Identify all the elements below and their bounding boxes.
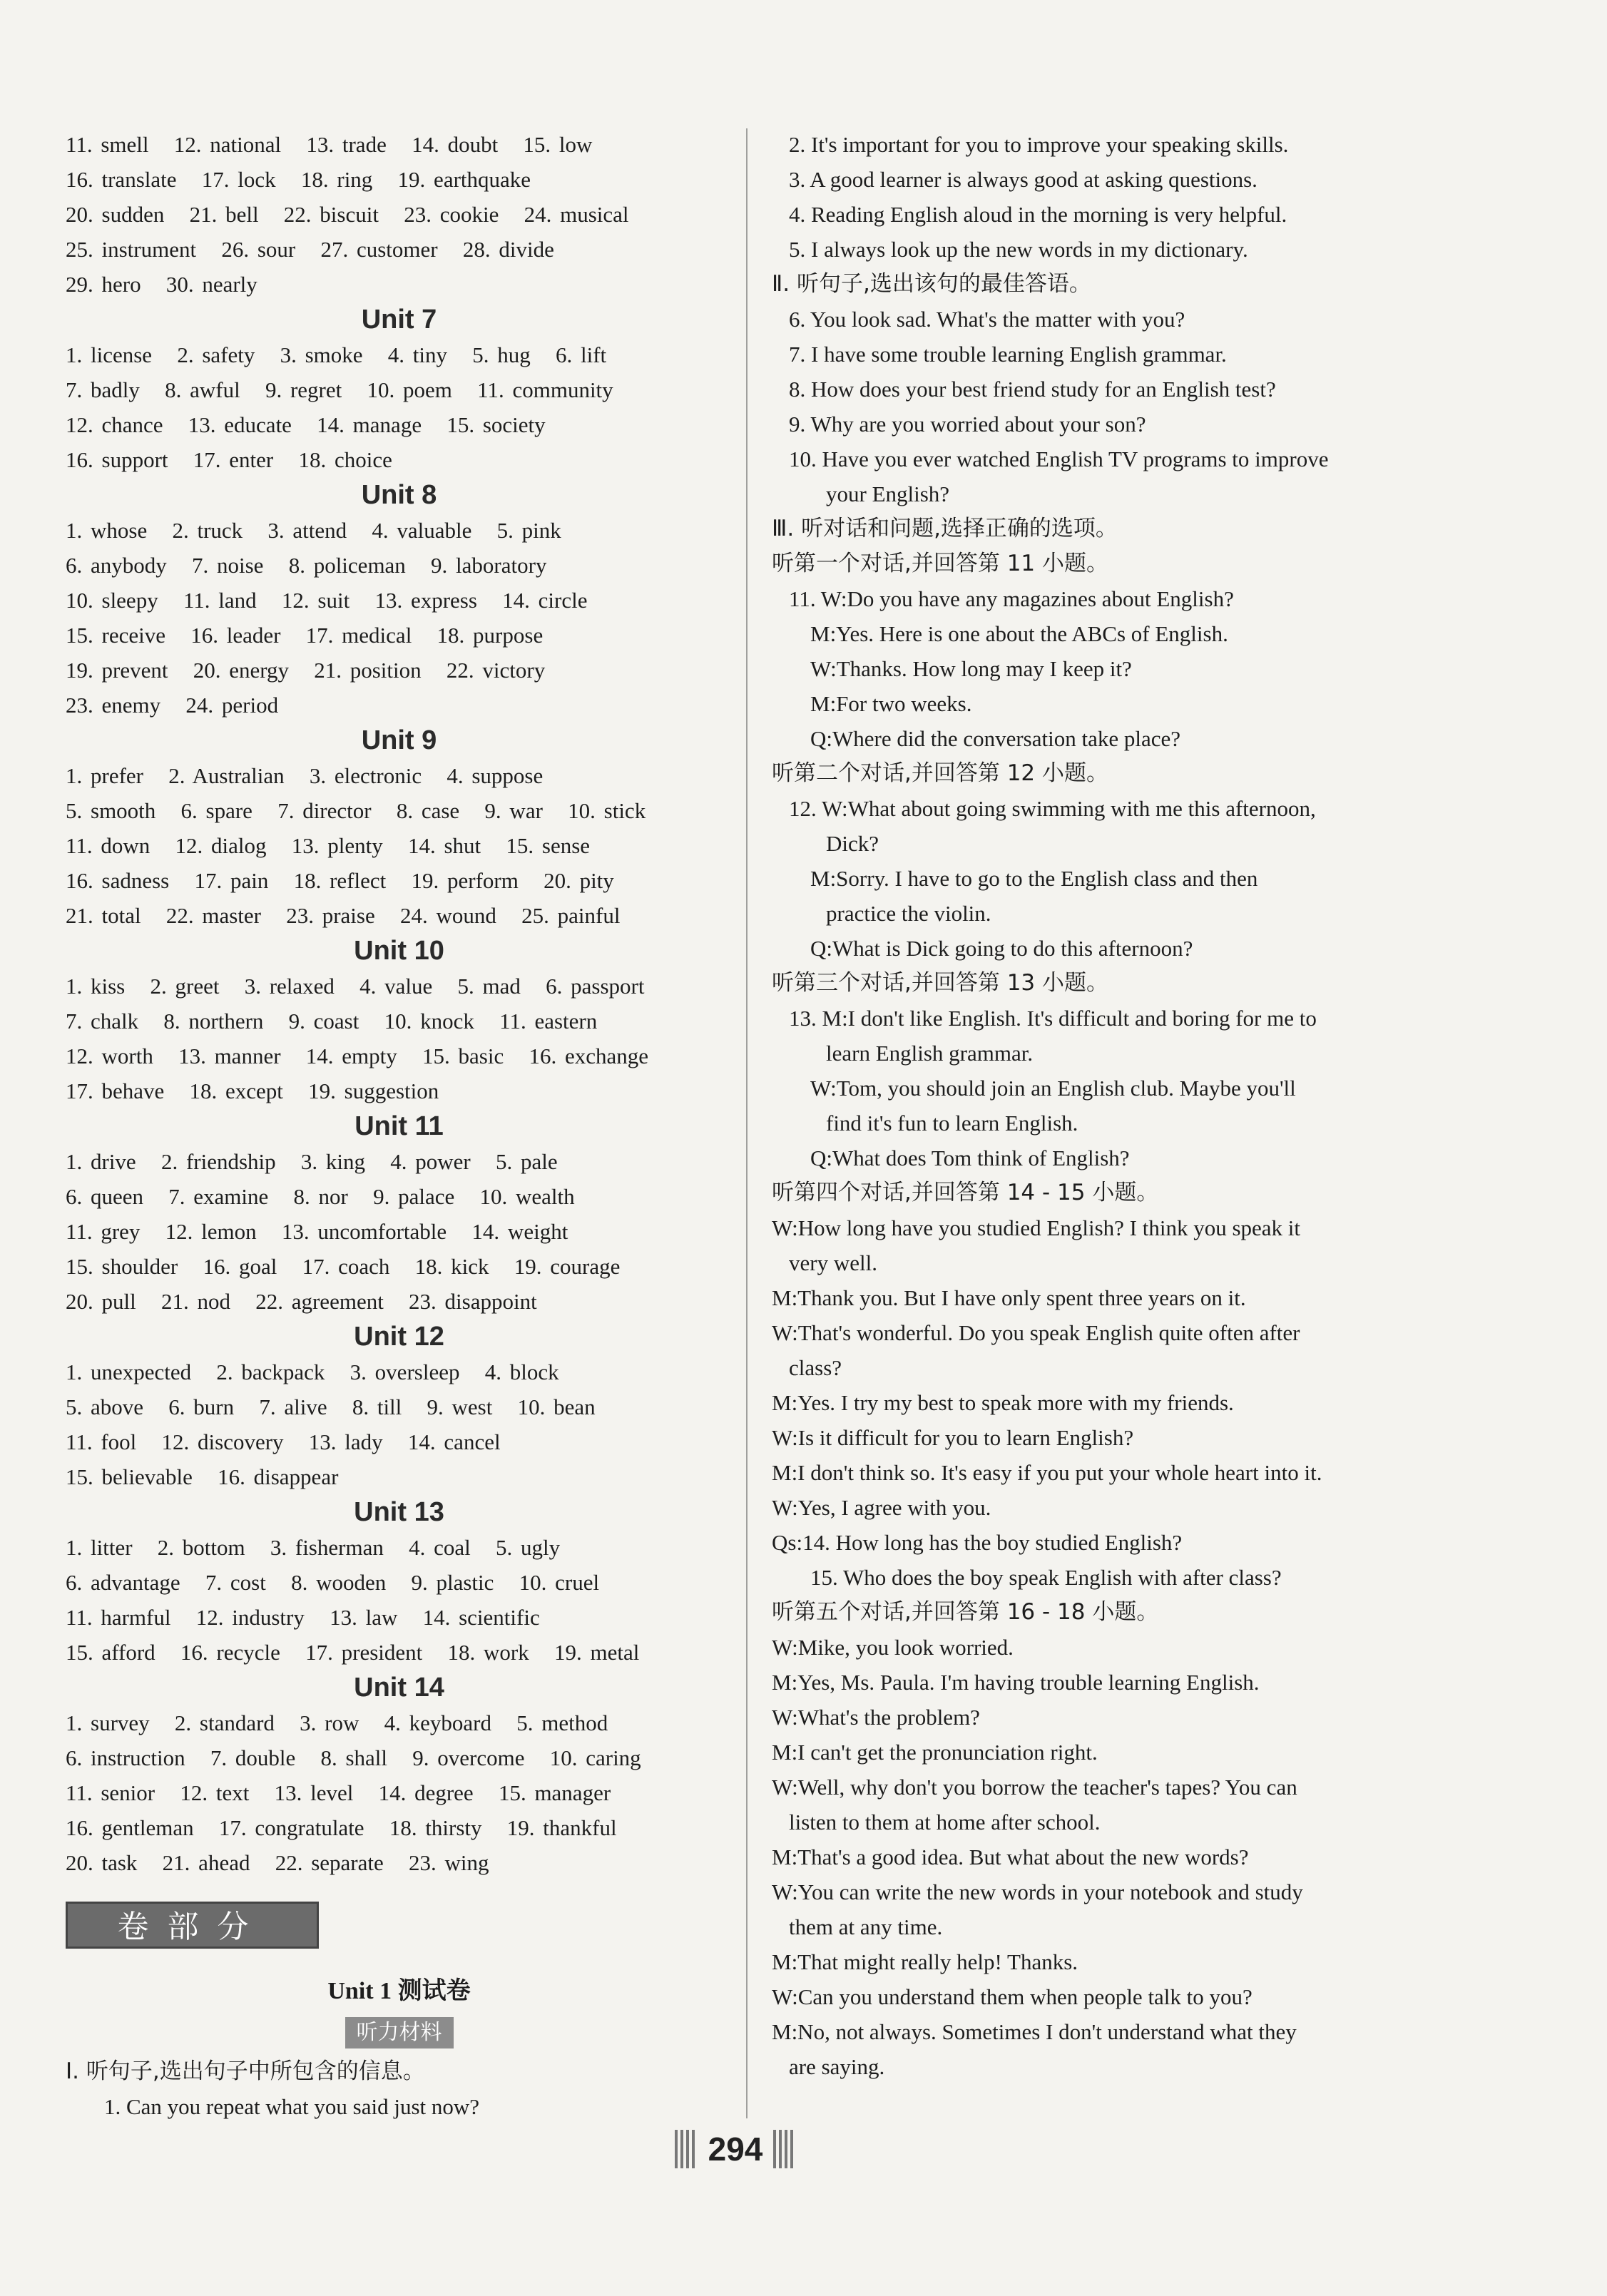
word-list-row: 1. whose 2. truck 3. attend 4. valuable 5. pink — [66, 518, 561, 543]
transcript-line: M:I don't think so. It's easy if you put your whole heart into it. — [772, 1460, 1322, 1485]
word-list-row: 16. support 17. enter 18. choice — [66, 447, 392, 472]
word-list-row: 11. fool 12. discovery 13. lady 14. cancel — [66, 1429, 501, 1454]
word-list-row: 20. pull 21. nod 22. agreement 23. disappoint — [66, 1289, 537, 1314]
word-list-row: 7. badly 8. awful 9. regret 10. poem 11. community — [66, 377, 613, 402]
transcript-line: very well. — [789, 1250, 877, 1275]
page-number-right-bar — [773, 2130, 796, 2168]
transcript-line: W:That's wonderful. Do you speak English quite often after — [772, 1320, 1300, 1345]
word-list-row: 11. down 12. dialog 13. plenty 14. shut 15. sense — [66, 833, 591, 858]
section-instruction: 听第三个对话,并回答第 13 小题。 — [772, 970, 1109, 996]
left-column — [66, 127, 733, 2124]
transcript-line: 6. You look sad. What's the matter with you? — [789, 307, 1185, 332]
transcript-line: 8. How does your best friend study for an English test? — [789, 377, 1276, 402]
transcript-line: 5. I always look up the new words in my dictionary. — [789, 237, 1248, 262]
word-list-row: 11. smell 12. national 13. trade 14. doubt 15. low — [66, 132, 593, 157]
word-list-row: 23. enemy 24. period — [66, 693, 279, 718]
word-list-row: 11. harmful 12. industry 13. law 14. scientific — [66, 1605, 540, 1630]
test-title: Unit 1 测试卷 — [327, 1978, 471, 2004]
transcript-line: M:Yes, Ms. Paula. I'm having trouble learning English. — [772, 1670, 1260, 1695]
word-list-row: 29. hero 30. nearly — [66, 272, 257, 297]
word-list-row: 16. translate 17. lock 18. ring 19. earthquake — [66, 167, 531, 192]
transcript-line: M:For two weeks. — [810, 691, 972, 716]
word-list-row: 25. instrument 26. sour 27. customer 28. divide — [66, 237, 554, 262]
word-list-row: 1. survey 2. standard 3. row 4. keyboard 5. method — [66, 1710, 608, 1735]
column-divider — [746, 128, 748, 2118]
right-column — [772, 127, 1442, 2084]
word-list-row: 1. prefer 2. Australian 3. electronic 4. suppose — [66, 763, 544, 788]
section-instruction: 听第二个对话,并回答第 12 小题。 — [772, 760, 1109, 786]
unit-heading: Unit 8 — [361, 480, 437, 510]
page-number-block — [675, 2124, 796, 2174]
transcript-line: your English? — [826, 481, 950, 506]
transcript-line: W:Yes, I agree with you. — [772, 1495, 991, 1520]
transcript-line: 13. M:I don't like English. It's difficult and boring for me to — [789, 1006, 1317, 1031]
word-list-row: 12. worth 13. manner 14. empty 15. basic 16. exchange — [66, 1044, 648, 1068]
transcript-line: W:How long have you studied English? I think you speak it — [772, 1215, 1301, 1240]
word-list-row: 6. advantage 7. cost 8. wooden 9. plastic 10. cruel — [66, 1570, 600, 1595]
transcript-line: Qs:14. How long has the boy studied English? — [772, 1530, 1183, 1555]
word-list-row: 11. senior 12. text 13. level 14. degree 15. manager — [66, 1780, 611, 1805]
transcript-line: M:Thank you. But I have only spent three years on it. — [772, 1285, 1246, 1310]
transcript-line: W:Thanks. How long may I keep it? — [810, 656, 1132, 681]
transcript-line: M:That's a good idea. But what about the new words? — [772, 1845, 1249, 1869]
word-list-row: 20. task 21. ahead 22. separate 23. wing — [66, 1850, 489, 1875]
unit-sections — [66, 302, 733, 1880]
transcript-line: M:Yes. Here is one about the ABCs of English. — [810, 621, 1228, 646]
transcript-line: Dick? — [826, 831, 879, 856]
word-list-row: 15. believable 16. disappear — [66, 1464, 339, 1489]
part1-heading: Ⅰ. 听句子,选出句子中所包含的信息。 — [66, 2058, 425, 2084]
word-list-row: 15. afford 16. recycle 17. president 18. work 19. metal — [66, 1640, 640, 1665]
transcript-line: them at any time. — [789, 1914, 943, 1939]
transcript-line: W:Mike, you look worried. — [772, 1635, 1014, 1660]
unit-section — [66, 1108, 733, 1319]
unit-section — [66, 302, 733, 477]
transcript-line: 11. W:Do you have any magazines about English? — [789, 586, 1234, 611]
word-list-row: 7. chalk 8. northern 9. coast 10. knock 11. eastern — [66, 1009, 598, 1034]
section-instruction: 听第四个对话,并回答第 14 - 15 小题。 — [772, 1180, 1159, 1205]
unit-heading: Unit 14 — [354, 1673, 444, 1703]
word-list-row: 20. sudden 21. bell 22. biscuit 23. cookie 24. musical — [66, 202, 629, 227]
transcript-line: Q:Where did the conversation take place? — [810, 726, 1181, 751]
word-list-row: 15. shoulder 16. goal 17. coach 18. kick 19. courage — [66, 1254, 621, 1279]
transcript-line: M:Yes. I try my best to speak more with my friends. — [772, 1390, 1234, 1415]
section-banner: 卷部分 — [66, 1902, 319, 1949]
section-instruction: 听第一个对话,并回答第 11 小题。 — [772, 551, 1109, 576]
transcript-line: M:That might really help! Thanks. — [772, 1949, 1078, 1974]
unit-heading: Unit 10 — [354, 936, 444, 966]
transcript-line: are saying. — [789, 2054, 885, 2079]
listening-tag-wrap — [66, 2017, 733, 2054]
section-instruction: 听第五个对话,并回答第 16 - 18 小题。 — [772, 1599, 1159, 1625]
unit-section — [66, 1494, 733, 1670]
transcript-line: 3. A good learner is always good at asking questions. — [789, 167, 1257, 192]
word-list-row: 1. litter 2. bottom 3. fisherman 4. coal 5. ugly — [66, 1535, 561, 1560]
page-number-left-bar — [675, 2130, 698, 2168]
word-list-row: 1. drive 2. friendship 3. king 4. power 5. pale — [66, 1149, 558, 1174]
unit-section — [66, 723, 733, 933]
word-list-row: 15. receive 16. leader 17. medical 18. purpose — [66, 623, 544, 648]
transcript-line: W:Can you understand them when people talk to you? — [772, 1984, 1253, 2009]
unit-heading: Unit 7 — [361, 305, 437, 335]
word-list-row: 6. anybody 7. noise 8. policeman 9. laboratory — [66, 553, 547, 578]
word-list-row: 6. instruction 7. double 8. shall 9. overcome 10. caring — [66, 1745, 641, 1770]
transcript-line: W:Is it difficult for you to learn English? — [772, 1425, 1134, 1450]
section-instruction: Ⅱ. 听句子,选出该句的最佳答语。 — [772, 271, 1091, 297]
transcript-line: 9. Why are you worried about your son? — [789, 412, 1146, 437]
word-list-row: 1. kiss 2. greet 3. relaxed 4. value 5. mad 6. passport — [66, 974, 645, 999]
word-list-row: 16. sadness 17. pain 18. reflect 19. perform 20. pity — [66, 868, 614, 893]
transcript-line: Q:What is Dick going to do this afternoon? — [810, 936, 1193, 961]
word-list-row: 12. chance 13. educate 14. manage 15. society — [66, 412, 546, 437]
transcript-line: W:What's the problem? — [772, 1705, 980, 1730]
listening-tag: 听力材料 — [345, 2017, 454, 2048]
transcript-line: practice the violin. — [826, 901, 991, 926]
transcript-line: W:You can write the new words in your notebook and study — [772, 1879, 1303, 1904]
top-word-list — [66, 127, 733, 302]
word-list-row: 10. sleepy 11. land 12. suit 13. express 14. circle — [66, 588, 588, 613]
unit-section — [66, 477, 733, 723]
transcript-line: class? — [789, 1355, 842, 1380]
transcript-line: W:Tom, you should join an English club. Maybe you'll — [810, 1076, 1296, 1101]
page-number: 294 — [704, 2124, 767, 2174]
transcript-line: M:Sorry. I have to go to the English class and then — [810, 866, 1258, 891]
part1-item-1: 1. Can you repeat what you said just now? — [104, 2094, 480, 2119]
transcript-line: 2. It's important for you to improve your speaking skills. — [789, 132, 1289, 157]
transcript-line: listen to them at home after school. — [789, 1810, 1101, 1835]
word-list-row: 1. unexpected 2. backpack 3. oversleep 4. block — [66, 1359, 559, 1384]
unit-section — [66, 1670, 733, 1880]
unit-heading: Unit 9 — [361, 725, 437, 755]
word-list-row: 19. prevent 20. energy 21. position 22. victory — [66, 658, 546, 683]
word-list-row: 17. behave 18. except 19. suggestion — [66, 1078, 439, 1103]
word-list-row: 21. total 22. master 23. praise 24. wound 25. painful — [66, 903, 621, 928]
unit-section — [66, 933, 733, 1108]
section-instruction: Ⅲ. 听对话和问题,选择正确的选项。 — [772, 516, 1118, 541]
word-list-row: 16. gentleman 17. congratulate 18. thirsty 19. thankful — [66, 1815, 617, 1840]
transcript-line: 7. I have some trouble learning English grammar. — [789, 342, 1227, 367]
transcript-line: 10. Have you ever watched English TV programs to improve — [789, 447, 1329, 471]
word-list-row: 1. license 2. safety 3. smoke 4. tiny 5. hug 6. lift — [66, 342, 607, 367]
word-list-row: 6. queen 7. examine 8. nor 9. palace 10. wealth — [66, 1184, 575, 1209]
unit-heading: Unit 12 — [354, 1322, 444, 1352]
transcript-line: W:Well, why don't you borrow the teacher's tapes? You can — [772, 1775, 1297, 1800]
transcript-line: M:No, not always. Sometimes I don't understand what they — [772, 2019, 1297, 2044]
transcript-line: learn English grammar. — [826, 1041, 1034, 1066]
word-list-row: 5. smooth 6. spare 7. director 8. case 9. war 10. stick — [66, 798, 646, 823]
transcript-line: 15. Who does the boy speak English with after class? — [810, 1565, 1282, 1590]
unit-heading: Unit 11 — [354, 1111, 444, 1141]
transcript-line: find it's fun to learn English. — [826, 1111, 1078, 1136]
transcript-line: 12. W:What about going swimming with me this afternoon, — [789, 796, 1316, 821]
transcript-line: M:I can't get the pronunciation right. — [772, 1740, 1098, 1765]
transcript-line: 4. Reading English aloud in the morning is very helpful. — [789, 202, 1287, 227]
word-list-row: 5. above 6. burn 7. alive 8. till 9. west 10. bean — [66, 1394, 596, 1419]
transcript-line: Q:What does Tom think of English? — [810, 1146, 1130, 1170]
unit-section — [66, 1319, 733, 1494]
unit-heading: Unit 13 — [354, 1497, 444, 1527]
word-list-row: 11. grey 12. lemon 13. uncomfortable 14. weight — [66, 1219, 568, 1244]
